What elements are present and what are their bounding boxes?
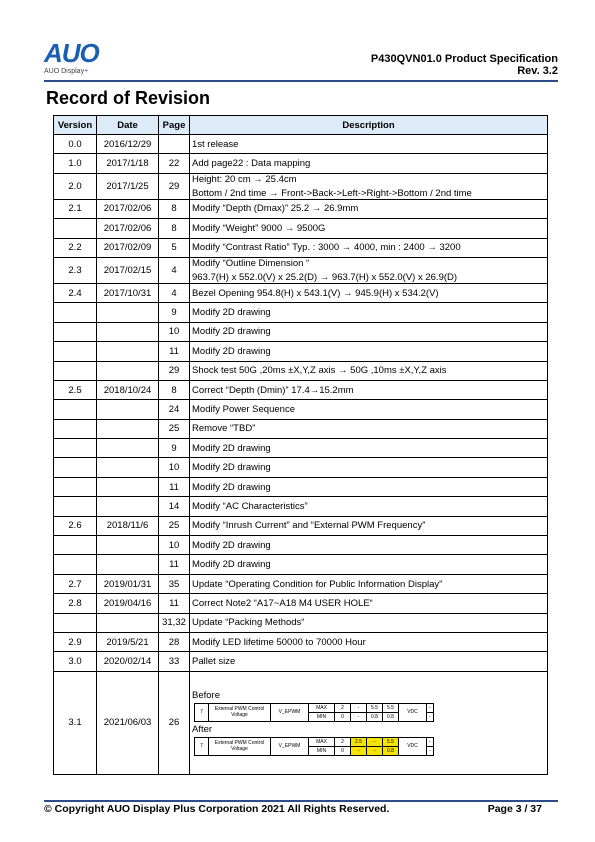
snippet-remark: - [427, 712, 434, 721]
date-cell [97, 458, 159, 477]
page-cell [159, 135, 190, 154]
date-cell [97, 419, 159, 438]
snippet-value: 2 [335, 703, 351, 712]
description-line: Modify LED lifetime 50000 to 70000 Hour [192, 636, 366, 648]
description-line: Modify “AC Characteristics” [192, 500, 308, 512]
date-cell [97, 342, 159, 361]
logo-wordmark: AUO [44, 38, 99, 68]
version-cell [54, 555, 97, 574]
snippet-no: 7 [195, 737, 209, 755]
date-cell [97, 303, 159, 322]
date-cell [97, 477, 159, 496]
version-cell: 3.0 [54, 652, 97, 671]
description-cell [190, 400, 548, 419]
description-line: Modify “Depth (Dmax)” 25.2 → 26.9mm [192, 203, 359, 215]
snippet-row [195, 737, 434, 746]
table-row [54, 322, 548, 341]
snippet-value: - [351, 703, 367, 712]
description-cell [190, 199, 548, 218]
snippet-value: MAX [309, 737, 335, 746]
description-cell [190, 219, 548, 238]
header-divider [44, 80, 558, 82]
description-cell [190, 458, 548, 477]
snippet-row [195, 703, 434, 712]
description-line: Modify “Inrush Current” and “External PWM Frequency” [192, 520, 426, 532]
description-cell [190, 361, 548, 380]
date-cell: 2019/5/21 [97, 632, 159, 651]
table-row [54, 671, 548, 774]
snippet-value: 0.8 [383, 712, 399, 721]
description-cell [190, 594, 548, 613]
table-row [54, 238, 548, 257]
description-line: Correct “Depth (Dmin)” 17.4→15.2mm [192, 384, 354, 396]
description-cell [190, 497, 548, 516]
page-cell: 22 [159, 154, 190, 173]
version-cell [54, 342, 97, 361]
description-cell [190, 671, 548, 774]
version-cell [54, 536, 97, 555]
version-cell: 3.1 [54, 671, 97, 774]
version-cell: 2.4 [54, 283, 97, 302]
table-row [54, 555, 548, 574]
version-cell [54, 400, 97, 419]
table-row [54, 536, 548, 555]
date-cell [97, 400, 159, 419]
date-cell: 2020/02/14 [97, 652, 159, 671]
snippet-value: 5.5 [383, 737, 399, 746]
table-row [54, 439, 548, 458]
version-cell: 0.0 [54, 135, 97, 154]
description-line: Modify Power Sequence [192, 403, 295, 415]
version-cell: 2.8 [54, 594, 97, 613]
page-cell: 9 [159, 439, 190, 458]
page-cell: 11 [159, 477, 190, 496]
version-cell [54, 303, 97, 322]
description-line: 963.7(H) x 552.0(V) x 25.2(D) → 963.7(H) x 552.0(V) x 26.9(D) [192, 271, 458, 283]
revision-table-body [54, 135, 548, 775]
version-cell [54, 477, 97, 496]
description-cell [190, 238, 548, 257]
table-row [54, 400, 548, 419]
page-cell: 26 [159, 671, 190, 774]
date-cell: 2017/02/09 [97, 238, 159, 257]
table-row [54, 652, 548, 671]
table-row [54, 135, 548, 154]
description-cell [190, 536, 548, 555]
description-cell [190, 257, 548, 283]
description-line: Modify 2D drawing [192, 559, 271, 571]
table-row [54, 361, 548, 380]
page-cell: 29 [159, 173, 190, 199]
document-header [371, 53, 558, 77]
column-header-description: Description [190, 116, 548, 135]
column-header-page: Page [159, 116, 190, 135]
description-cell [190, 477, 548, 496]
table-row [54, 283, 548, 302]
table-row [54, 257, 548, 283]
description-cell [190, 613, 548, 632]
description-cell [190, 283, 548, 302]
version-cell: 2.7 [54, 574, 97, 593]
table-row [54, 497, 548, 516]
date-cell: 2017/02/15 [97, 257, 159, 283]
page-cell: 9 [159, 303, 190, 322]
date-cell: 2019/04/16 [97, 594, 159, 613]
date-cell: 2017/02/06 [97, 199, 159, 218]
description-cell [190, 154, 548, 173]
description-cell [190, 303, 548, 322]
table-row [54, 477, 548, 496]
description-line: Pallet size [192, 656, 236, 668]
version-cell [54, 419, 97, 438]
date-cell [97, 497, 159, 516]
table-row [54, 380, 548, 399]
copyright-notice: © Copyright AUO Display Plus Corporation 2021 All Rights Reserved. [44, 803, 390, 815]
version-cell: 2.1 [54, 199, 97, 218]
description-line: Correct Note2 “A17~A18 M4 USER HOLE“ [192, 597, 373, 609]
version-cell [54, 458, 97, 477]
page-cell: 25 [159, 516, 190, 535]
page-cell: 4 [159, 257, 190, 283]
version-cell [54, 322, 97, 341]
version-cell [54, 361, 97, 380]
snippet-no: 7 [195, 703, 209, 721]
snippet-value: 0.8 [367, 712, 383, 721]
description-cell [190, 516, 548, 535]
description-cell [190, 652, 548, 671]
snippet-value: - [367, 737, 383, 746]
description-line: Remove “TBD” [192, 423, 256, 435]
table-row [54, 199, 548, 218]
version-cell: 1.0 [54, 154, 97, 173]
page-cell: 10 [159, 536, 190, 555]
description-line: Modify “Weight” 9000 → 9500G [192, 222, 326, 234]
description-cell [190, 135, 548, 154]
version-cell: 2.9 [54, 632, 97, 651]
page-cell: 10 [159, 322, 190, 341]
description-line: 1st release [192, 138, 239, 150]
snippet-remark: - [427, 703, 434, 712]
date-cell [97, 613, 159, 632]
table-row [54, 342, 548, 361]
table-row [54, 613, 548, 632]
version-cell: 2.5 [54, 380, 97, 399]
description-line: Modify 2D drawing [192, 326, 271, 338]
table-row [54, 632, 548, 651]
page-cell: 35 [159, 574, 190, 593]
footer-divider [44, 800, 558, 802]
description-cell [190, 342, 548, 361]
description-cell [190, 439, 548, 458]
column-header-date: Date [97, 116, 159, 135]
snippet-value: 0 [335, 712, 351, 721]
page-title: Record of Revision [46, 88, 211, 108]
snippet-value: - [351, 712, 367, 721]
description-cell [190, 574, 548, 593]
revision-table [53, 115, 548, 775]
revision-label: Rev. 3.2 [517, 65, 558, 77]
snippet-value: - [351, 746, 367, 755]
description-line: Modify 2D drawing [192, 345, 271, 357]
page-cell: 10 [159, 458, 190, 477]
table-row [54, 303, 548, 322]
company-logo [44, 40, 124, 78]
date-cell: 2017/1/25 [97, 173, 159, 199]
version-cell: 2.2 [54, 238, 97, 257]
date-cell [97, 322, 159, 341]
page-cell: 8 [159, 219, 190, 238]
description-cell [190, 632, 548, 651]
after-spec-snippet [194, 737, 434, 756]
page-cell: 4 [159, 283, 190, 302]
logo-subtitle: AUO Display+ [44, 68, 89, 75]
table-row [54, 219, 548, 238]
snippet-unit: VDC [399, 737, 427, 755]
description-cell [190, 555, 548, 574]
page-cell: 8 [159, 380, 190, 399]
date-cell [97, 536, 159, 555]
description-line: Update “Operating Condition for Public Information Display” [192, 578, 443, 590]
version-cell: 2.3 [54, 257, 97, 283]
table-row [54, 173, 548, 199]
page-cell: 14 [159, 497, 190, 516]
snippet-value: 5.5 [383, 703, 399, 712]
date-cell: 2017/02/06 [97, 219, 159, 238]
version-cell [54, 497, 97, 516]
page-cell: 11 [159, 594, 190, 613]
before-spec-snippet [194, 703, 434, 722]
version-cell: 2.0 [54, 173, 97, 199]
description-line: Modify 2D drawing [192, 481, 271, 493]
snippet-value: MAX [309, 703, 335, 712]
table-row [54, 458, 548, 477]
snippet-remark: - [427, 746, 434, 755]
snippet-value: - [367, 746, 383, 755]
description-line: Modify 2D drawing [192, 539, 271, 551]
description-line: Modify “Outline Dimension “ [192, 257, 310, 269]
table-row [54, 419, 548, 438]
description-line: Height: 20 cm → 25.4cm [192, 173, 297, 185]
date-cell: 2019/01/31 [97, 574, 159, 593]
snippet-remark: - [427, 737, 434, 746]
snippet-symbol: V_EPWM [271, 703, 309, 721]
page-cell: 29 [159, 361, 190, 380]
page-cell: 24 [159, 400, 190, 419]
page-cell: 8 [159, 199, 190, 218]
snippet-value: 2.5 [351, 737, 367, 746]
date-cell: 2018/10/24 [97, 380, 159, 399]
table-header-row [54, 116, 548, 135]
table-row [54, 594, 548, 613]
version-cell: 2.6 [54, 516, 97, 535]
description-cell [190, 419, 548, 438]
description-line: Modify “Contrast Ratio” Typ. : 3000 → 4000, min : 2400 → 3200 [192, 242, 461, 254]
version-cell [54, 219, 97, 238]
table-row [54, 154, 548, 173]
date-cell: 2017/10/31 [97, 283, 159, 302]
snippet-unit: VDC [399, 703, 427, 721]
page-cell: 31,32 [159, 613, 190, 632]
description-line: Bottom / 2nd time → Front->Back->Left->Right->Bottom / 2nd time [192, 187, 472, 199]
page-number: Page 3 / 37 [487, 803, 542, 815]
snippet-value: 0.8 [383, 746, 399, 755]
snippet-value: MIN [309, 746, 335, 755]
snippet-value: MIN [309, 712, 335, 721]
snippet-value: 0 [335, 746, 351, 755]
after-label: After [192, 723, 213, 735]
description-line: Modify 2D drawing [192, 462, 271, 474]
date-cell [97, 439, 159, 458]
date-cell: 2016/12/29 [97, 135, 159, 154]
page-cell: 11 [159, 555, 190, 574]
date-cell: 2021/06/03 [97, 671, 159, 774]
date-cell [97, 361, 159, 380]
column-header-version: Version [54, 116, 97, 135]
date-cell: 2017/1/18 [97, 154, 159, 173]
description-cell [190, 322, 548, 341]
page-cell: 5 [159, 238, 190, 257]
version-cell [54, 613, 97, 632]
table-row [54, 516, 548, 535]
snippet-symbol: V_EPWM [271, 737, 309, 755]
page-cell: 11 [159, 342, 190, 361]
date-cell [97, 555, 159, 574]
before-label: Before [192, 689, 220, 701]
page-cell: 33 [159, 652, 190, 671]
snippet-value: 5.5 [367, 703, 383, 712]
snippet-value: 2 [335, 737, 351, 746]
document-id: P430QVN01.0 Product Specification [370, 53, 558, 65]
snippet-item: External PWM Control Voltage [209, 737, 271, 755]
description-line: Bezel Opening 954.8(H) x 543.1(V) → 945.9(H) x 534.2(V) [192, 287, 439, 299]
description-line: Modify 2D drawing [192, 307, 271, 319]
description-line: Add page22 : Data mapping [192, 158, 311, 170]
description-line: Shock test 50G ,20ms ±X,Y,Z axis → 50G ,10ms ±X,Y,Z axis [192, 365, 447, 377]
description-line: Modify 2D drawing [192, 442, 271, 454]
version-cell [54, 439, 97, 458]
description-cell [190, 380, 548, 399]
description-cell [190, 173, 548, 199]
description-line: Update “Packing Methods“ [192, 617, 305, 629]
page-cell: 25 [159, 419, 190, 438]
page-cell: 28 [159, 632, 190, 651]
snippet-item: External PWM Control Voltage [209, 703, 271, 721]
date-cell: 2018/11/6 [97, 516, 159, 535]
table-row [54, 574, 548, 593]
